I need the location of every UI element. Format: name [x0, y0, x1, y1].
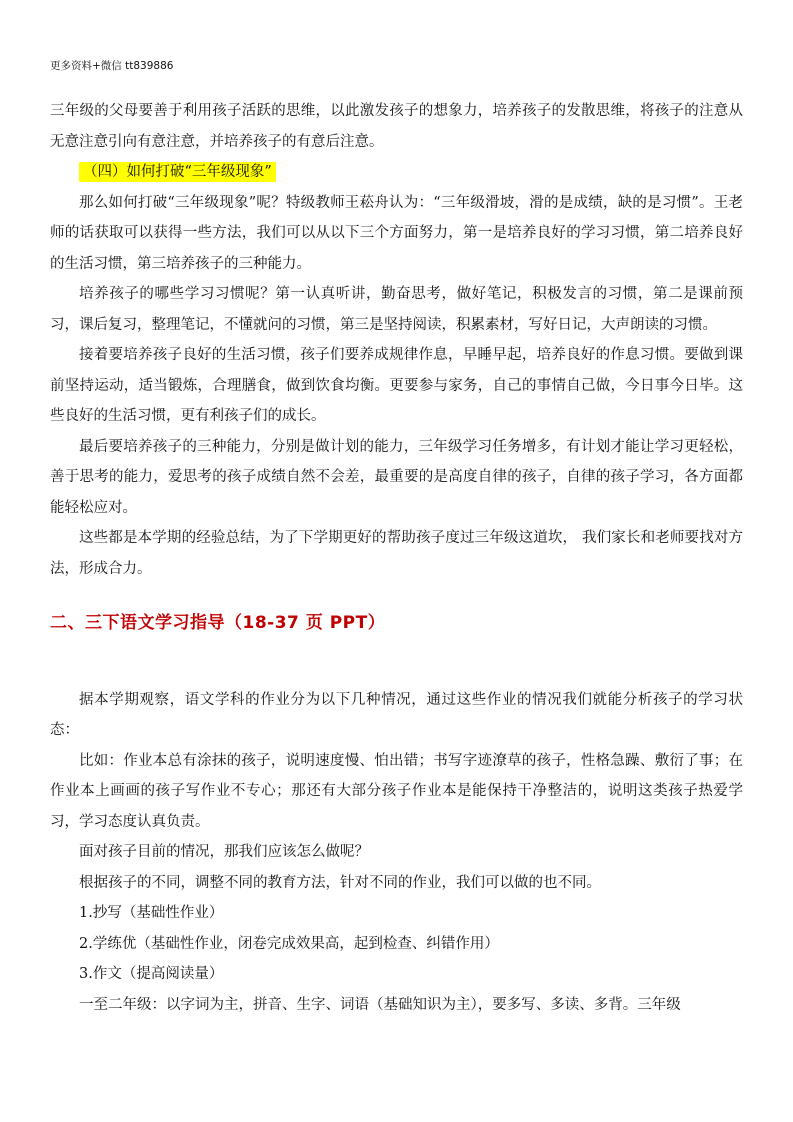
- paragraph: 接着要培养孩子良好的生活习惯，孩子们要养成规律作息，早睡早起，培养良好的作息习惯。要做到课前坚持运动，适当锻炼，合理膳食，做到饮食均衡。更要参与家务，自己的事情自己做，今日事今日毕。这些良好的生活习惯，更有利孩子们的成长。: [50, 347, 743, 424]
- paragraph: 这些都是本学期的经验总结，为了下学期更好的帮助孩子度过三年级这道坎， 我们家长和老师要找对方法，形成合力。: [50, 530, 743, 577]
- list-item: 1.抄写（基础性作业）: [79, 905, 224, 921]
- paragraph: 那么如何打破“三年级现象”呢？特级教师王菘舟认为：“三年级滑坡，滑的是成绩，缺的是习惯”。王老师的话获取可以获得一些方法，我们可以从以下三个方面努力，第一是培养良好的学习习惯，第二培养良好的生活习惯，第三培养孩子的三种能力。: [50, 194, 743, 272]
- list-item: 2.学练优（基础性作业，闭卷完成效果高，起到检查、纠错作用）: [79, 935, 499, 952]
- paragraph: 根据孩子的不同，调整不同的教育方法，针对不同的作业，我们可以做的也不同。: [79, 874, 601, 891]
- paragraph: 一至二年级：以字词为主，拼音、生字、词语（基础知识为主），要多写、多读、多背。三年级: [79, 996, 681, 1013]
- header-note: 更多资料+微信 tt839886: [50, 60, 174, 72]
- subheading: [50, 157, 743, 188]
- list-item: 3.作文（提高阅读量）: [79, 966, 224, 982]
- paragraph: 面对孩子目前的情况，那我们应该怎么做呢？: [79, 844, 369, 860]
- paragraph: 最后要培养孩子的三种能力，分别是做计划的能力，三年级学习任务增多，有计划才能让学习更轻松，善于思考的能力，爱思考的孩子成绩自然不会差，最重要的是高度自律的孩子，自律的孩子学习，各方面都能轻松应对。: [50, 438, 743, 516]
- paragraph: 三年级的父母要善于利用孩子活跃的思维，以此激发孩子的想象力，培养孩子的发散思维，将孩子的注意从无意注意引向有意注意，并培养孩子的有意后注意。: [50, 103, 743, 150]
- paragraph: 据本学期观察，语文学科的作业分为以下几种情况，通过这些作业的情况我们就能分析孩子的学习状态：: [50, 691, 743, 738]
- paragraph: 比如：作业本总有涂抹的孩子，说明速度慢、怕出错；书写字迹潦草的孩子，性格急躁、敷衍了事；在作业本上画画的孩子写作业不专心；那还有大部分孩子作业本是能保持干净整洁的，说明这类孩子热爱学习，学习态度认真负责。: [50, 752, 743, 830]
- highlighted-subheading: （四）如何打破“三年级现象”: [79, 162, 276, 182]
- paragraph: 培养孩子的哪些学习习惯呢？第一认真听讲，勤奋思考，做好笔记，积极发言的习惯，第二是课前预习，课后复习，整理笔记，不懂就问的习惯，第三是坚持阅读，积累素材，写好日记，大声朗读的习惯。: [50, 286, 743, 333]
- document-body: [50, 96, 743, 1020]
- section-title: 二、三下语文学习指导（18-37 页 PPT）: [50, 613, 386, 633]
